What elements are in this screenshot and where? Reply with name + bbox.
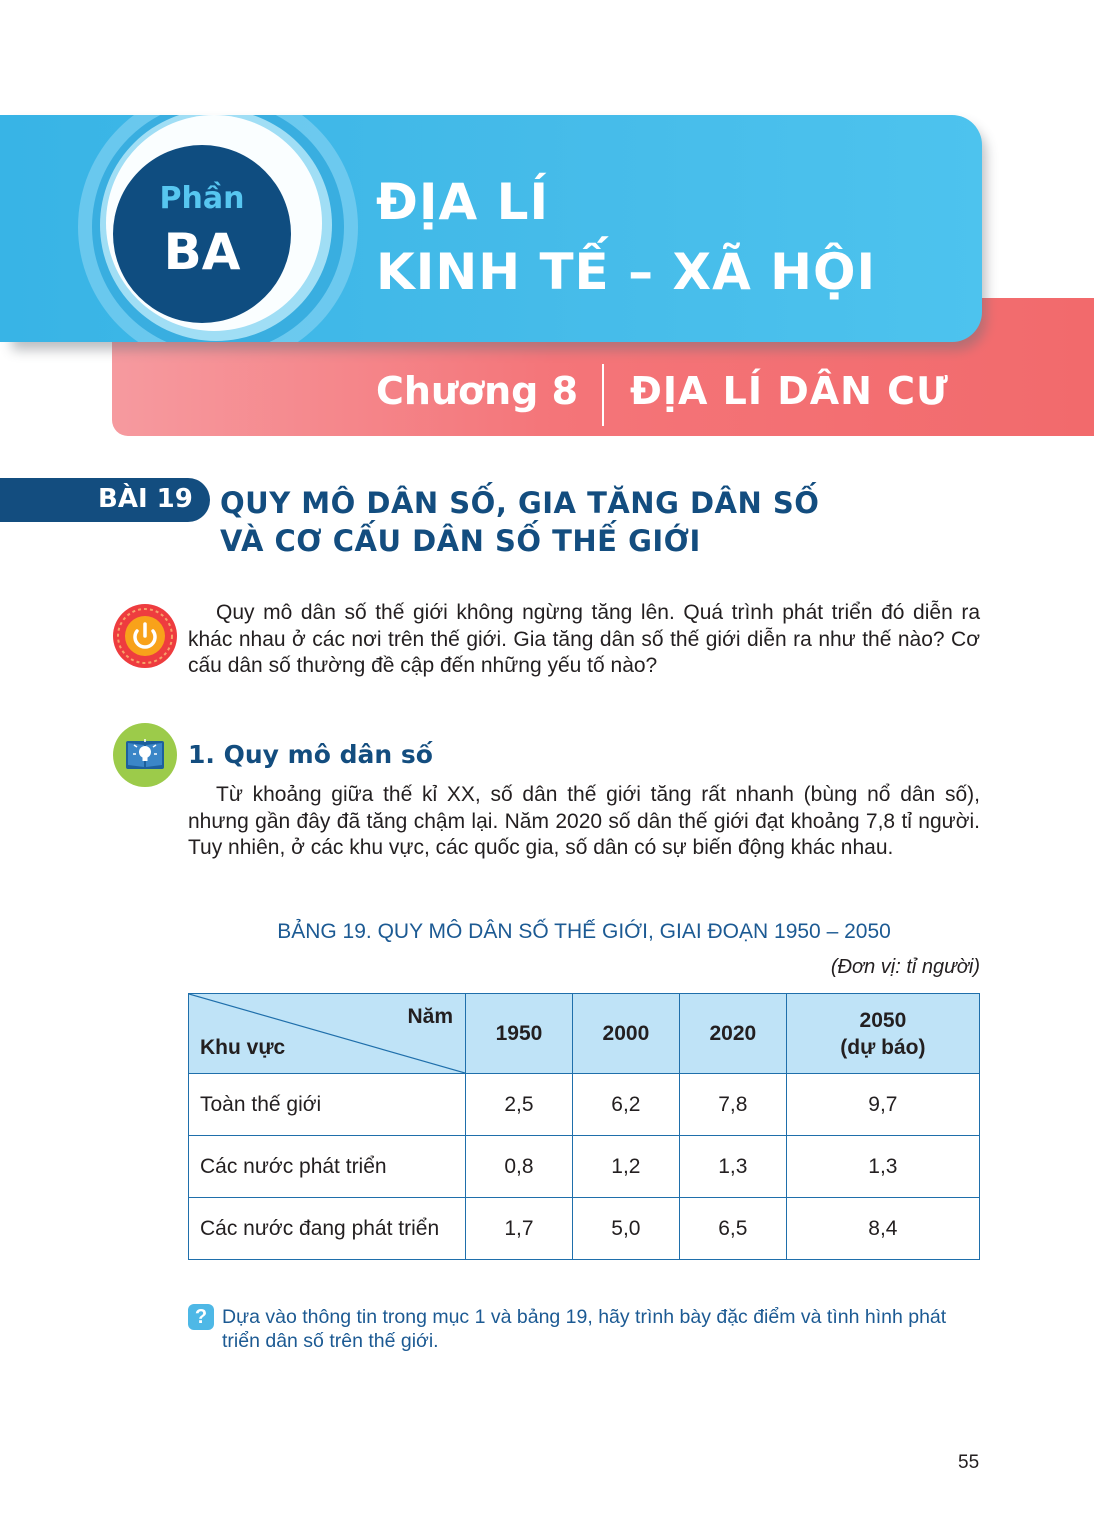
column-header-forecast: [786, 994, 979, 1074]
table-cell: 1,3: [786, 1136, 979, 1198]
corner-region-label: Khu vực: [200, 1036, 286, 1059]
chapter-label: Chương 8: [376, 369, 579, 413]
table-cell: 1,3: [679, 1136, 786, 1198]
table-cell: 6,2: [572, 1074, 679, 1136]
table-caption: BẢNG 19. QUY MÔ DÂN SỐ THẾ GIỚI, GIAI ĐOẠN 1950 – 2050: [277, 920, 891, 943]
book-lightbulb-icon: [113, 723, 177, 787]
part-title-line1: ĐỊA LÍ: [376, 173, 550, 231]
row-label: Toàn thế giới: [189, 1074, 466, 1136]
table-cell: 6,5: [679, 1198, 786, 1260]
column-header: 2020: [679, 994, 786, 1074]
table-cell: 9,7: [786, 1074, 979, 1136]
section-heading: 1. Quy mô dân số: [188, 740, 433, 769]
page-number: 55: [958, 1452, 980, 1473]
section-body: [188, 782, 980, 862]
table-header-row: [189, 994, 980, 1074]
table-corner-cell: [189, 994, 466, 1074]
column-header: 1950: [466, 994, 573, 1074]
column-header-year: 2050: [859, 1008, 907, 1032]
column-header-note: (dự báo): [840, 1035, 926, 1059]
part-title-line2: KINH TẾ – XÃ HỘI: [376, 243, 877, 301]
part-band: [0, 115, 982, 342]
lesson-number: BÀI 19: [98, 484, 193, 514]
table-cell: 2,5: [466, 1074, 573, 1136]
part-label-number: BA: [163, 223, 241, 281]
lesson-title-line1: QUY MÔ DÂN SỐ, GIA TĂNG DÂN SỐ: [220, 486, 820, 520]
table-cell: 5,0: [572, 1198, 679, 1260]
row-label: Các nước đang phát triển: [189, 1198, 466, 1260]
question-text: Dựa vào thông tin trong mục 1 và bảng 19, hãy trình bày đặc điểm và tình hình phát triển dân số trên thế giới.: [222, 1306, 947, 1352]
corner-year-label: Năm: [407, 1005, 453, 1028]
table-cell: 0,8: [466, 1136, 573, 1198]
table-cell: 1,2: [572, 1136, 679, 1198]
section-body-text: Từ khoảng giữa thế kỉ XX, số dân thế giới tăng rất nhanh (bùng nổ dân số), nhưng gần đây đã tăng chậm lại. Năm 2020 số dân thế giới đạt khoảng 7,8 tỉ người. Tuy nhiên, ở các khu vực, các quốc gia, số dân có sự biến động khác nhau.: [188, 783, 980, 859]
table-cell: 7,8: [679, 1074, 786, 1136]
table-row: [189, 1136, 980, 1198]
part-badge: [113, 145, 291, 323]
power-start-icon: [113, 604, 177, 668]
population-table: [188, 993, 980, 1260]
intro-text: Quy mô dân số thế giới không ngừng tăng lên. Quá trình phát triển đó diễn ra khác nhau ở các nơi trên thế giới. Gia tăng dân số thế giới diễn ra như thế nào? Cơ cấu dân số thường đề cập đến những yếu tố nào?: [188, 601, 980, 677]
lesson-title-line2: VÀ CƠ CẤU DÂN SỐ THẾ GIỚI: [220, 524, 701, 558]
intro-paragraph: [188, 600, 980, 680]
table-unit: (Đơn vị: tỉ người): [830, 956, 980, 978]
table-cell: 1,7: [466, 1198, 573, 1260]
question-icon: ?: [188, 1304, 214, 1330]
part-label-word: Phần: [159, 181, 245, 216]
table-row: [189, 1074, 980, 1136]
chapter-title: ĐỊA LÍ DÂN CƯ: [630, 369, 949, 413]
row-label: Các nước phát triển: [189, 1136, 466, 1198]
table-cell: 8,4: [786, 1198, 979, 1260]
column-header: 2000: [572, 994, 679, 1074]
chapter-divider: [602, 364, 604, 426]
table-row: [189, 1198, 980, 1260]
